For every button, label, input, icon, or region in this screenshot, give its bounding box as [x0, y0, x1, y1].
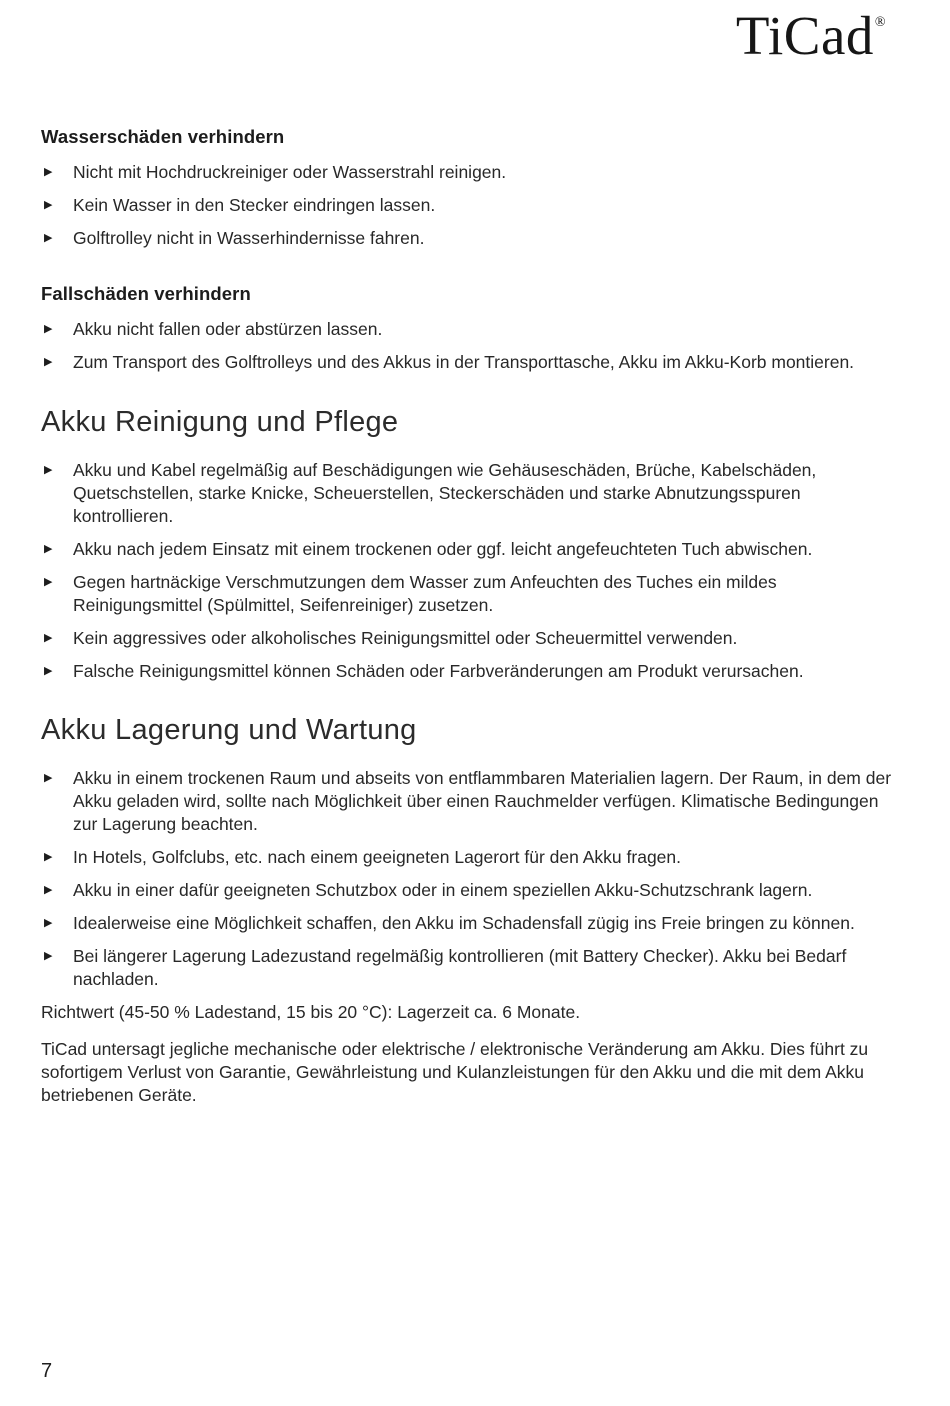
bullet-item [41, 538, 904, 561]
bullet-text: Golftrolley nicht in Wasserhindernisse fahren. [73, 228, 425, 249]
bullet-item [41, 912, 904, 935]
bullet-triangle-icon: ▶ [44, 949, 53, 962]
bullet-triangle-icon: ▶ [44, 883, 53, 896]
section [41, 283, 904, 374]
bullet-triangle-icon: ▶ [44, 323, 53, 336]
section [41, 126, 904, 250]
bullet-item [41, 194, 904, 217]
bullet-triangle-icon: ▶ [44, 916, 53, 929]
bullet-list [41, 161, 904, 250]
paragraph: TiCad untersagt jegliche mechanische oder elektrische / elektronische Veränderung am Akku. Dies führt zu sofortigem Verlust von Garantie, Gewährleistung und Kulanzleistungen für den Akku und die mit dem Akku betriebenen Geräte. [41, 1038, 869, 1105]
bullet-text: Akku in einer dafür geeigneten Schutzbox oder in einem speziellen Akku-Schutzschrank lagern. [73, 879, 813, 900]
bullet-triangle-icon: ▶ [44, 464, 53, 477]
bullet-text: Gegen hartnäckige Verschmutzungen dem Wasser zum Anfeuchten des Tuches ein mildes Reinigungsmittel (Spülmittel, Seifenreiniger) zusetzen. [73, 572, 777, 616]
bullet-text: Falsche Reinigungsmittel können Schäden oder Farbveränderungen am Produkt verursachen. [73, 661, 804, 682]
bullet-triangle-icon: ▶ [44, 665, 53, 678]
bullet-item [41, 846, 904, 869]
bullet-text: Nicht mit Hochdruckreiniger oder Wasserstrahl reinigen. [73, 162, 507, 183]
bullet-text: Zum Transport des Golftrolleys und des Akkus in der Transporttasche, Akku im Akku-Korb montieren. [73, 352, 855, 373]
bullet-text: Akku in einem trockenen Raum und abseits von entflammbaren Materialien lagern. Der Raum, in dem der Akku geladen wird, sollte nach Möglichkeit über einen Rauchmelder verfügen. Klimatische Bedingungen zur Lagerung beachten. [73, 767, 892, 834]
sections [41, 0, 904, 1107]
section-heading: Fallschäden verhindern [41, 283, 251, 305]
logo-text: TiCad [735, 5, 874, 66]
bullet-text: Kein Wasser in den Stecker eindringen lassen. [73, 195, 436, 216]
bullet-item [41, 627, 904, 650]
bullet-triangle-icon: ▶ [44, 232, 53, 245]
bullet-triangle-icon: ▶ [44, 199, 53, 212]
bullet-item [41, 351, 904, 374]
bullet-text: Bei längerer Lagerung Ladezustand regelmäßig kontrollieren (mit Battery Checker). Akku bei Bedarf nachladen. [73, 945, 847, 989]
bullet-text: Akku nicht fallen oder abstürzen lassen. [73, 319, 383, 340]
bullet-triangle-icon: ▶ [44, 356, 53, 369]
bullet-triangle-icon: ▶ [44, 543, 53, 556]
paragraph: Richtwert (45-50 % Ladestand, 15 bis 20 °C): Lagerzeit ca. 6 Monate. [41, 1001, 581, 1022]
section-heading: Wasserschäden verhindern [41, 126, 285, 147]
bullet-text: Akku nach jedem Einsatz mit einem trockenen oder ggf. leicht angefeuchteten Tuch abwischen. [73, 539, 813, 560]
bullet-triangle-icon: ▶ [44, 632, 53, 645]
bullet-triangle-icon: ▶ [44, 166, 53, 179]
page-number: 7 [41, 1360, 53, 1382]
bullet-text: Kein aggressives oder alkoholisches Reinigungsmittel oder Scheuermittel verwenden. [73, 628, 738, 649]
section [41, 405, 904, 683]
chapter-heading: Akku Lagerung und Wartung [41, 714, 417, 747]
bullet-list [41, 767, 904, 991]
bullet-triangle-icon: ▶ [44, 576, 53, 589]
bullet-item [41, 767, 904, 836]
bullet-text: Idealerweise eine Möglichkeit schaffen, den Akku im Schadensfall zügig ins Freie bringen zu können. [73, 912, 855, 933]
bullet-item [41, 318, 904, 341]
bullet-list [41, 459, 904, 683]
chapter-heading: Akku Reinigung und Pflege [41, 406, 399, 439]
bullet-list [41, 318, 904, 374]
ticad-logo [736, 6, 886, 67]
bullet-item [41, 161, 904, 184]
bullet-item [41, 459, 904, 528]
registered-trademark-icon: ® [874, 15, 886, 30]
bullet-item [41, 945, 904, 991]
bullet-text: Akku und Kabel regelmäßig auf Beschädigungen wie Gehäuseschäden, Brüche, Kabelschäden, Quetschstellen, starke Knicke, Scheuerstellen, Steckerschäden und starke Abnutzungsspuren kontrollieren. [73, 460, 817, 527]
bullet-item [41, 227, 904, 250]
bullet-item [41, 571, 904, 617]
bullet-item [41, 879, 904, 902]
bullet-triangle-icon: ▶ [44, 850, 53, 863]
bullet-triangle-icon: ▶ [44, 771, 53, 784]
bullet-item [41, 660, 904, 683]
bullet-text: In Hotels, Golfclubs, etc. nach einem geeigneten Lagerort für den Akku fragen. [73, 846, 682, 867]
section [41, 713, 904, 1107]
